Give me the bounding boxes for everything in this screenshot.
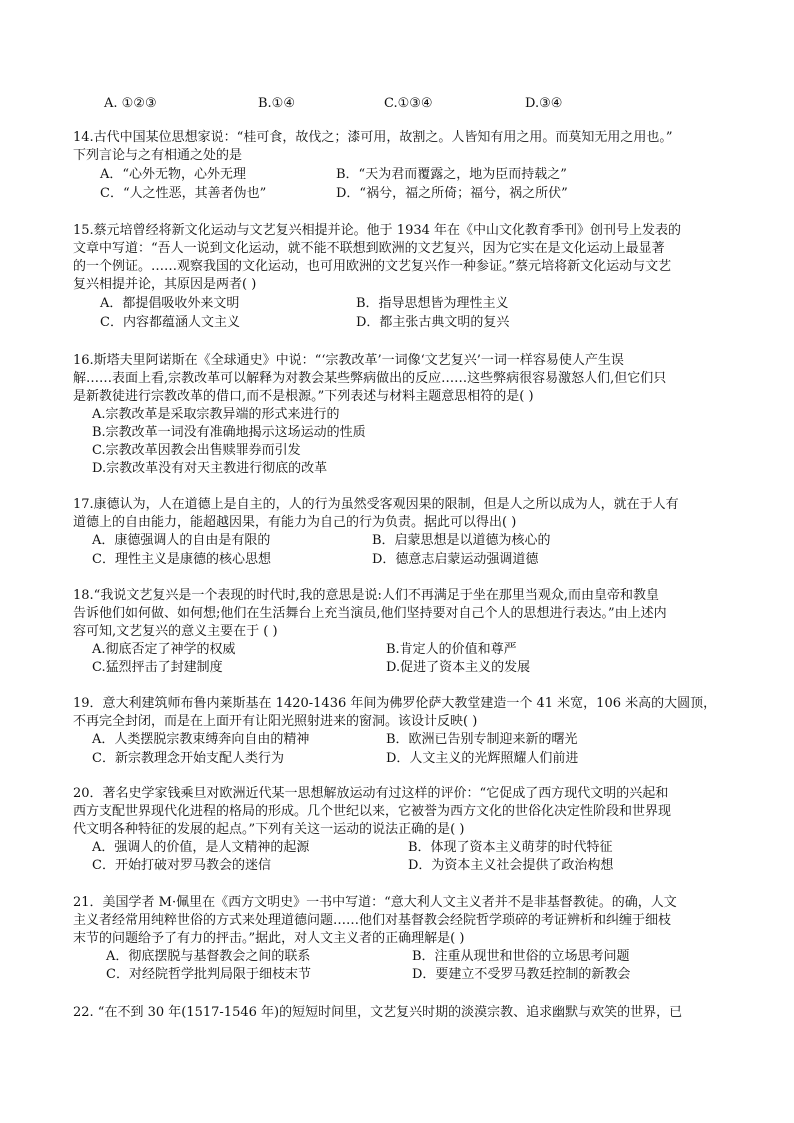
- q16-stem-line-3: 是新教徒进行宗教改革的借口,而不是根源。”下列表述与材料主题意思相符的是( ): [73, 389, 534, 404]
- q15-stem-line-1: 15.蔡元培曾经将新文化运动与文艺复兴相提并论。他于 1934 年在《中山文化教育季刊》创刊号上发表的: [73, 223, 682, 238]
- q15-stem-line-2: 文章中写道：“吾人一说到文化运动，就不能不联想到欧洲的文艺复兴，因为它实在是文化运动上最显著: [73, 241, 665, 256]
- q17-option-c: C．理性主义是康德的核心思想: [92, 552, 271, 567]
- q14-stem-line-2: 下列言论与之有相通之处的是: [73, 148, 243, 163]
- q17-option-b: B．启蒙思想是以道德为核心的: [372, 533, 551, 548]
- q15-option-b: B．指导思想皆为理性主义: [356, 296, 509, 311]
- q19-option-a: A．人类摆脱宗教束缚奔向自由的精神: [92, 732, 310, 747]
- q21-option-b: B．注重从现世和世俗的立场思考问题: [412, 949, 630, 964]
- q21-stem-line-1: 21．美国学者 M·佩里在《西方文明史》一书中写道：“意大利人文主义者并不是非基督教徒。的确，人文: [73, 895, 677, 910]
- q16-option-a: A.宗教改革是采取宗教异端的形式来进行的: [92, 407, 340, 422]
- q19-option-d: D．人文主义的光辉照耀人们前进: [386, 751, 579, 766]
- q19-option-b: B．欧洲已告别专制迎来新的曙光: [386, 732, 578, 747]
- q16-option-d: D.宗教改革没有对天主教进行彻底的改革: [92, 461, 328, 476]
- q21-option-d: D．要建立不受罗马教廷控制的新教会: [412, 967, 631, 982]
- q18-option-c: C.猛烈抨击了封建制度: [92, 660, 223, 675]
- q17-stem-line-1: 17.康德认为，人在道德上是自主的，人的行为虽然受客观因果的限制，但是人之所以成为人，就在于人有: [73, 497, 679, 512]
- q18-stem-line-2: 告诉他们如何做、如何想;他们在生活舞台上充当演员,他们坚持要对自己个人的思想进行表达。”由上述内: [73, 606, 667, 621]
- q22-stem-line-1: 22. “在不到 30 年(1517-1546 年)的短短时间里，文艺复兴时期的淡漠宗教、追求幽默与欢笑的世界，已: [73, 1005, 683, 1020]
- q14-stem-line-1: 14.古代中国某位思想家说：“桂可食，故伐之；漆可用，故割之。人皆知有用之用。而莫知无用之用也。”: [73, 130, 673, 145]
- q16-option-b: B.宗教改革一词没有准确地揭示这场运动的性质: [92, 425, 366, 440]
- q15-option-c: C．内容都蕴涵人文主义: [100, 315, 240, 330]
- q13-option-d: D.③④: [525, 96, 563, 111]
- q21-stem-line-2: 主义者经常用纯粹世俗的方式来处理道德问题……他们对基督教会经院哲学琐碎的考证辨析和纠缠于细枝: [73, 913, 672, 928]
- q15-option-a: A．都提倡吸收外来文明: [100, 296, 240, 311]
- q19-stem-line-2: 不再完全封闭，而是在上面开有让阳光照射进来的窗洞。该设计反映( ): [73, 714, 478, 729]
- q14-option-d: D．“祸兮，福之所倚；福兮，祸之所伏”: [336, 186, 568, 201]
- q13-option-b: B.①④: [258, 96, 295, 111]
- q18-option-a: A.彻底否定了神学的权威: [92, 642, 236, 657]
- q14-option-a: A．“心外无物，心外无理: [100, 167, 247, 182]
- q15-option-d: D．都主张古典文明的复兴: [356, 315, 510, 330]
- q20-stem-line-1: 20．著名史学家钱乘旦对欧洲近代某一思想解放运动有过这样的评价：“它促成了西方现代文明的兴起和: [73, 786, 669, 801]
- q18-option-b: B.肯定人的价值和尊严: [386, 642, 517, 657]
- q18-option-d: D.促进了资本主义的发展: [386, 660, 531, 675]
- q20-option-a: A．强调人的价值，是人文精神的起源: [92, 840, 310, 855]
- q14-option-c: C．“人之性恶，其善者伪也”: [100, 186, 267, 201]
- q20-stem-line-3: 代文明各种特征的发展的起点。”下列有关这一运动的说法正确的是( ): [73, 822, 465, 837]
- q18-stem-line-1: 18.“我说文艺复兴是一个表现的时代时,我的意思是说:人们不再满足于坐在那里当观众,而由皇帝和教皇: [73, 588, 659, 603]
- q21-option-c: C．对经院哲学批判局限于细枝末节: [106, 967, 311, 982]
- q13-option-a: A. ①②③: [104, 96, 157, 111]
- q15-stem-line-4: 复兴相提并论，其原因是两者( ): [73, 277, 257, 292]
- q16-option-c: C.宗教改革因教会出售赎罪券而引发: [92, 443, 301, 458]
- q19-option-c: C．新宗教理念开始支配人类行为: [92, 751, 284, 766]
- q20-stem-line-2: 西方支配世界现代化进程的格局的形成。几个世纪以来，它被誉为西方文化的世俗化决定性阶段和世界现: [73, 804, 672, 819]
- q19-stem-line-1: 19．意大利建筑师布鲁内莱斯基在 1420-1436 年间为佛罗伦萨大教堂建造一个 41 米宽，106 米高的大圆顶，: [73, 696, 717, 711]
- q16-stem-line-1: 16.斯塔夫里阿诺斯在《全球通史》中说：“‘宗教改革’一词像‘文艺复兴’一词一样容易使人产生误: [73, 353, 624, 368]
- q17-stem-line-2: 道德上的自由能力，能超越因果，有能力为自己的行为负责。据此可以得出( ): [73, 515, 517, 530]
- q13-option-c: C.①③④: [384, 96, 433, 111]
- q18-stem-line-3: 容可知,文艺复兴的意义主要在于 ( ): [73, 624, 278, 639]
- q16-stem-line-2: 解……表面上看,宗教改革可以解释为对教会某些弊病做出的反应……这些弊病很容易激怒人们,但它们只: [73, 371, 667, 386]
- q14-option-b: B．“天为君而覆露之，地为臣而持载之”: [336, 167, 567, 182]
- q21-stem-line-3: 末节的问题给予了有力的抨击。”据此，对人文主义者的正确理解是( ): [73, 931, 465, 946]
- q20-option-b: B．体现了资本主义萌芽的时代特征: [408, 840, 613, 855]
- q15-stem-line-3: 的一个例证。……观察我国的文化运动，也可用欧洲的文艺复兴作一种参证。”蔡元培将新文化运动与文艺: [73, 259, 672, 274]
- q21-option-a: A．彻底摆脱与基督教会之间的联系: [106, 949, 311, 964]
- q17-option-a: A．康德强调人的自由是有限的: [92, 533, 271, 548]
- q17-option-d: D．德意志启蒙运动强调道德: [372, 552, 539, 567]
- q20-option-d: D．为资本主义社会提供了政治构想: [408, 858, 614, 873]
- q20-option-c: C．开始打破对罗马教会的迷信: [92, 858, 271, 873]
